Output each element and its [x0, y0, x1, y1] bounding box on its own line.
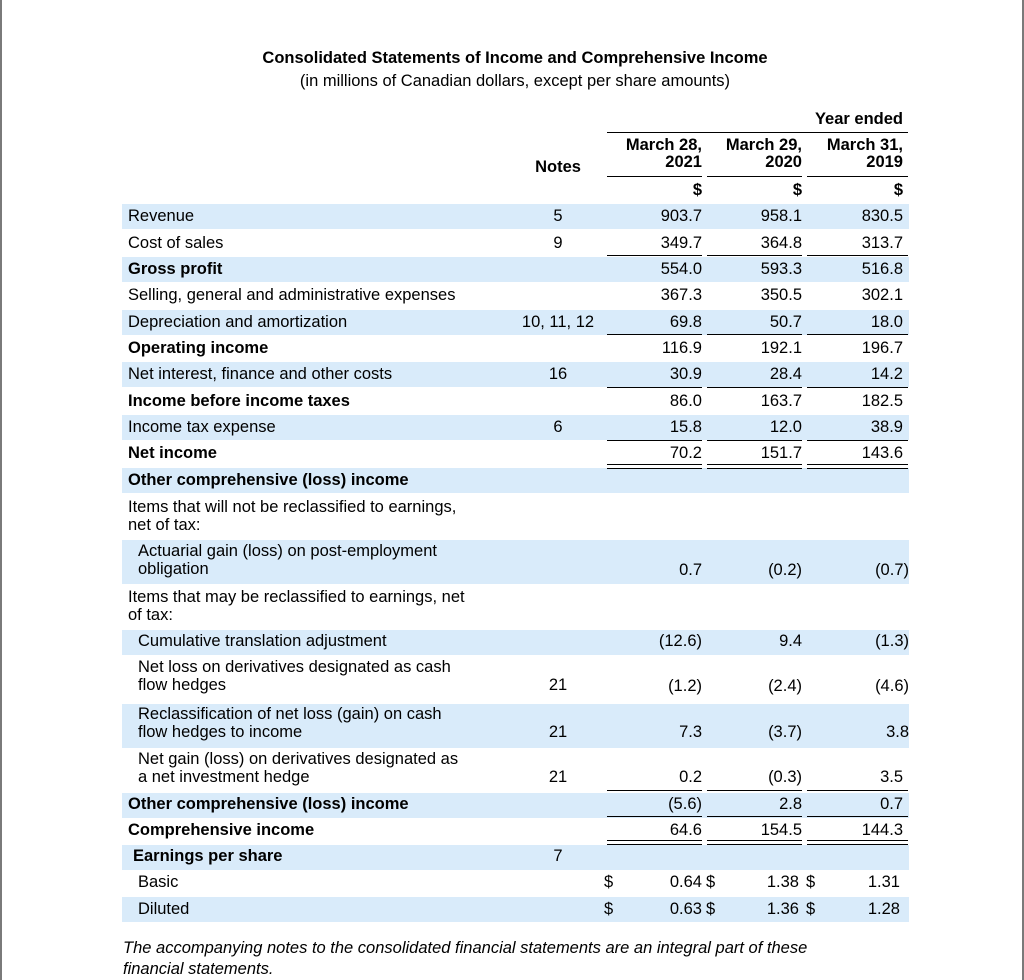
rule — [807, 816, 908, 817]
double-rule — [607, 840, 702, 845]
footer-note: The accompanying notes to the consolidated financial statements are an integral part of these financial statements. — [123, 939, 808, 978]
header-underline-2020 — [707, 176, 802, 177]
double-rule — [807, 464, 908, 469]
double-rule — [707, 840, 802, 845]
rule — [707, 334, 802, 335]
rule — [707, 387, 802, 388]
rule — [607, 790, 702, 791]
rule — [607, 255, 702, 256]
rule — [807, 334, 908, 335]
table-row-net-income: Net income 70.2 151.7 143.6 — [128, 444, 903, 462]
table-row-sga: Selling, general and administrative expenses 367.3 350.5 302.1 — [128, 286, 903, 304]
rule — [607, 816, 702, 817]
double-rule — [807, 840, 908, 845]
page-subtitle: (in millions of Canadian dollars, except per share amounts) — [299, 72, 731, 90]
double-rule — [707, 464, 802, 469]
table-row-eps-header: Earnings per share 7 — [133, 847, 563, 865]
rule — [807, 790, 908, 791]
table-row-operating-income: Operating income 116.9 192.1 196.7 — [128, 339, 903, 357]
rule — [807, 255, 908, 256]
header-rule — [607, 132, 908, 133]
column-header-2021: March 28, 2021 — [625, 136, 702, 171]
table-row-revenue: Revenue 5 903.7 958.1 830.5 — [128, 207, 903, 225]
table-row-interest: Net interest, finance and other costs 16 30.9 28.4 14.2 — [128, 365, 903, 383]
rule — [807, 440, 908, 441]
page-title: Consolidated Statements of Income and Comprehensive Income — [262, 49, 768, 67]
rule — [707, 440, 802, 441]
table-row-cost-of-sales: Cost of sales 9 349.7 364.8 313.7 — [128, 234, 903, 252]
rule — [607, 387, 702, 388]
table-row-comprehensive-income: Comprehensive income 64.6 154.5 144.3 — [128, 821, 903, 839]
table-row-pretax-income: Income before income taxes 86.0 163.7 182.5 — [128, 392, 903, 410]
header-underline-2019 — [807, 176, 908, 177]
double-rule — [607, 464, 702, 469]
currency-2021: $ — [692, 181, 702, 199]
rule — [707, 255, 802, 256]
table-row-net-loss-cash-flow: Net loss on derivatives designated as cash flow hedges 21 (1.2) (2.4) (4.6) — [138, 658, 909, 695]
table-row-eps-basic: Basic $ 0.64 $ 1.38 $ 1.31 — [138, 873, 900, 891]
page-border-left — [0, 0, 2, 980]
rule — [607, 334, 702, 335]
table-row-reclass-cash-flow: Reclassification of net loss (gain) on cash flow hedges to income 21 7.3 (3.7) 3.8 — [138, 705, 909, 741]
rule — [807, 387, 908, 388]
table-row-not-reclassified: Items that will not be reclassified to earnings, net of tax: — [128, 498, 457, 534]
rule — [707, 790, 802, 791]
currency-2020: $ — [792, 181, 802, 199]
table-row-actuarial: Actuarial gain (loss) on post-employment obligation 0.7 (0.2) (0.7) — [138, 542, 909, 579]
table-row-gross-profit: Gross profit 554.0 593.3 516.8 — [128, 260, 903, 278]
table-row-income-tax: Income tax expense 6 15.8 12.0 38.9 — [128, 418, 903, 436]
year-ended-header: Year ended — [814, 110, 903, 128]
table-row-oci-total: Other comprehensive (loss) income (5.6) 2.8 0.7 — [128, 795, 903, 813]
column-header-2019: March 31, 2019 — [826, 136, 903, 171]
table-row-eps-diluted: Diluted $ 0.63 $ 1.36 $ 1.28 — [138, 900, 900, 918]
table-row-cta: Cumulative translation adjustment (12.6) 9.4 (1.3) — [138, 632, 909, 650]
rule — [707, 816, 802, 817]
column-header-2020: March 29, 2020 — [725, 136, 802, 171]
currency-2019: $ — [893, 181, 903, 199]
table-row-net-investment-hedge: Net gain (loss) on derivatives designated as a net investment hedge 21 0.2 (0.3) 3.5 — [138, 750, 903, 786]
notes-header: Notes — [535, 158, 581, 176]
table-row-may-reclassify: Items that may be reclassified to earnings, net of tax: — [128, 588, 465, 624]
rule — [607, 440, 702, 441]
table-row-depreciation: Depreciation and amortization 10, 11, 12 69.8 50.7 18.0 — [128, 313, 903, 331]
header-underline-2021 — [607, 176, 702, 177]
table-row-oci-header: Other comprehensive (loss) income — [128, 471, 409, 489]
